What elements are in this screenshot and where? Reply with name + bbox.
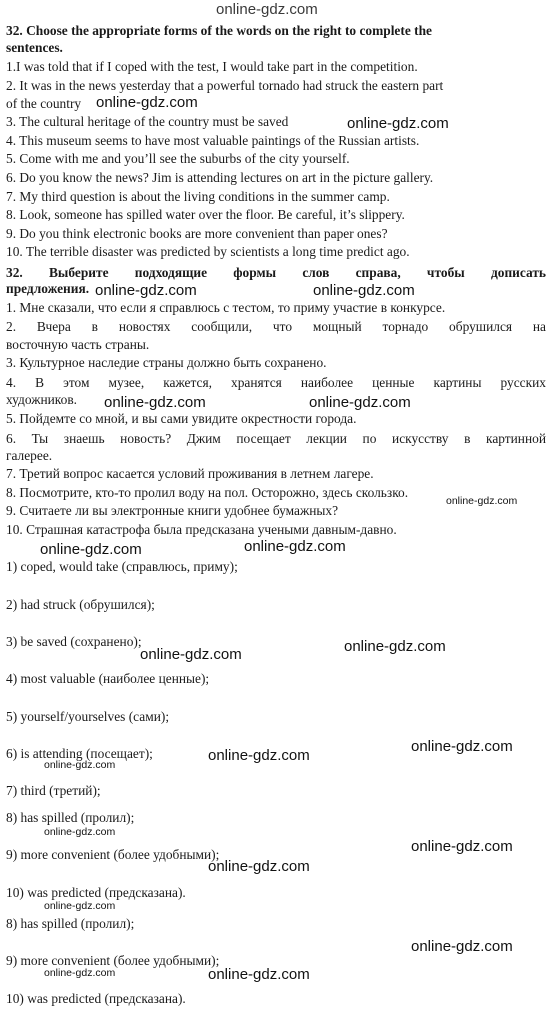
- russian-sentence-6: 6. Ты знаешь новость? Джим посещает лекции по искусству в картинной: [6, 431, 546, 446]
- watermark: online-gdz.com: [411, 938, 513, 955]
- russian-sentence-10: 10. Страшная катастрофа была предсказана учеными давным-давно.: [6, 522, 397, 537]
- english-sentence-10: 10. The terrible disaster was predicted by scientists a long time predict ago.: [6, 244, 410, 259]
- russian-sentence-4-cont: художников.: [6, 392, 77, 407]
- watermark: online-gdz.com: [44, 900, 116, 912]
- russian-sentence-5: 5. Пойдемте со мной, и вы сами увидите окрестности города.: [6, 411, 357, 426]
- watermark: online-gdz.com: [313, 282, 415, 299]
- watermark: online-gdz.com: [411, 738, 513, 755]
- english-sentence-7: 7. My third question is about the living conditions in the summer camp.: [6, 189, 390, 204]
- watermark: online-gdz.com: [104, 394, 206, 411]
- english-sentence-6: 6. Do you know the news? Jim is attending lectures on art in the picture gallery.: [6, 170, 434, 185]
- watermark: online-gdz.com: [44, 967, 116, 979]
- answer-5: 5) yourself/yourselves (сами);: [6, 709, 170, 724]
- answer-1: 1) coped, would take (справлюсь, приму);: [6, 559, 238, 574]
- watermark: online-gdz.com: [96, 94, 198, 111]
- watermark: online-gdz.com: [44, 826, 116, 838]
- answer-2: 2) had struck (обрушился);: [6, 597, 155, 612]
- russian-task-title: 32. Выберите подходящие формы слов справа, чтобы дописать: [6, 265, 546, 280]
- russian-sentence-2-cont: восточную часть страны.: [6, 337, 150, 352]
- watermark: online-gdz.com: [344, 638, 446, 655]
- answer-8: 8) has spilled (пролил);: [6, 810, 135, 825]
- russian-sentence-3: 3. Культурное наследие страны должно быть сохранено.: [6, 355, 327, 370]
- english-sentence-5: 5. Come with me and you’ll see the suburbs of the city yourself.: [6, 151, 350, 166]
- answer-6: 6) is attending (посещает);: [6, 746, 153, 761]
- russian-sentence-9: 9. Считаете ли вы электронные книги удобнее бумажных?: [6, 503, 339, 518]
- watermark: online-gdz.com: [95, 282, 197, 299]
- watermark: online-gdz.com: [40, 541, 142, 558]
- watermark: online-gdz.com: [208, 966, 310, 983]
- answer-9: 9) more convenient (более удобными);: [6, 847, 220, 862]
- watermark: online-gdz.com: [208, 858, 310, 875]
- answer-4: 4) most valuable (наиболее ценные);: [6, 671, 210, 686]
- english-sentence-4: 4. This museum seems to have most valuable paintings of the Russian artists.: [6, 133, 420, 148]
- answer-10: 10) was predicted (предсказана).: [6, 885, 186, 900]
- watermark: online-gdz.com: [244, 538, 346, 555]
- english-sentence-8: 8. Look, someone has spilled water over the floor. Be careful, it’s slippery.: [6, 207, 405, 222]
- answer-3: 3) be saved (сохранено);: [6, 634, 142, 649]
- russian-sentence-1: 1. Мне сказали, что если я справлюсь с тестом, то приму участие в конкурсе.: [6, 300, 446, 315]
- russian-sentence-2: 2. Вчера в новостях сообщили, что мощный торнадо обрушился на: [6, 319, 546, 334]
- english-task-title: 32. Choose the appropriate forms of the words on the right to complete the: [6, 23, 432, 38]
- watermark: online-gdz.com: [411, 838, 513, 855]
- russian-sentence-6-cont: галерее.: [6, 448, 53, 463]
- english-sentence-2: 2. It was in the news yesterday that a powerful tornado had struck the eastern part: [6, 78, 444, 93]
- watermark: online-gdz.com: [44, 759, 116, 771]
- english-sentence-3: 3. The cultural heritage of the country must be saved: [6, 114, 289, 129]
- russian-sentence-8: 8. Посмотрите, кто-то пролил воду на пол. Осторожно, здесь скользко.: [6, 485, 409, 500]
- answer-10-repeat: 10) was predicted (предсказана).: [6, 991, 186, 1006]
- english-sentence-9: 9. Do you think electronic books are more convenient than paper ones?: [6, 226, 388, 241]
- answer-7: 7) third (третий);: [6, 783, 101, 798]
- english-sentence-1: 1.I was told that if I coped with the test, I would take part in the competition.: [6, 59, 418, 74]
- watermark: online-gdz.com: [446, 495, 518, 507]
- answer-8-repeat: 8) has spilled (пролил);: [6, 916, 135, 931]
- english-task-title-cont: sentences.: [6, 40, 63, 55]
- answer-9-repeat: 9) more convenient (более удобными);: [6, 953, 220, 968]
- watermark: online-gdz.com: [309, 394, 411, 411]
- watermark-top: online-gdz.com: [216, 1, 318, 18]
- english-sentence-2-cont: of the country: [6, 96, 82, 111]
- watermark: online-gdz.com: [208, 747, 310, 764]
- russian-sentence-4: 4. В этом музее, кажется, хранятся наиболее ценные картины русских: [6, 375, 546, 390]
- watermark: online-gdz.com: [347, 115, 449, 132]
- watermark: online-gdz.com: [140, 646, 242, 663]
- russian-task-title-cont: предложения.: [6, 281, 90, 296]
- russian-sentence-7: 7. Третий вопрос касается условий проживания в летнем лагере.: [6, 466, 374, 481]
